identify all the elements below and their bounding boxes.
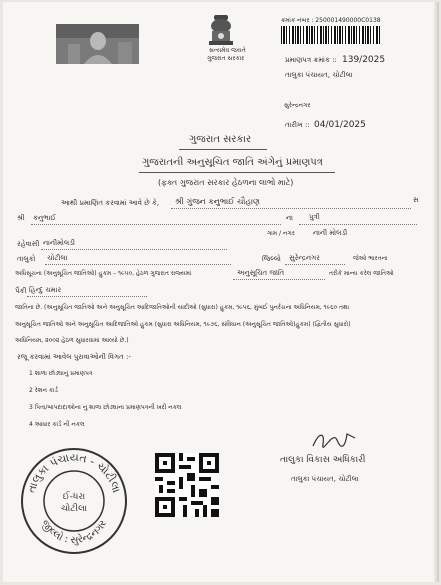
caste: હિન્દુ ચમાર	[29, 286, 62, 294]
emblem-caption-state: ગુજરાત સરકાર	[207, 55, 245, 62]
evidence-item: 4 આધાર કાર્ડ ની નકલ	[29, 421, 85, 428]
emblem-caption: સત્યમેવ જયતે	[209, 47, 246, 54]
certificate-no-label: પ્રમાણપત્ર ક્રમાંક ::	[285, 56, 337, 64]
certificate-title-underline	[139, 172, 335, 173]
relation-line	[299, 224, 417, 225]
page-edge-shadow	[433, 2, 439, 582]
notification-tail: તરીકે માન્ય કરેલ જાતિઓ	[329, 270, 394, 277]
district-line	[285, 264, 345, 265]
district-label: જિલ્લો	[262, 255, 281, 263]
certificate-page	[3, 2, 439, 582]
father-name: કનુભાઈ	[33, 214, 56, 222]
certificate-subtitle: (ફક્ત ગુજરાત સરકાર હેઠળના લાભો માટે)	[158, 178, 294, 187]
issuing-office: તાલુકા પંચાયત, ચોટીલા	[285, 71, 353, 79]
sex-mark: સ	[413, 196, 419, 204]
evidence-item: 3 પિતા/બાપદાદાઓના નું શાળા છોડ્યાના પ્રમાણપત્રની ખરી નકલ	[29, 404, 182, 411]
certify-line: આથી પ્રમાણિત કરવામાં આવે છે કે,	[61, 199, 160, 207]
legal-para-2: અનુસૂચિત જાતિઓ અને અનુસૂચિત આદિજાતિઓ હુકમ (સુધારા અધિનિયમ, ૧૯૭૬, સંવિધાન (અનુસૂચિત જાતિઓ)હુકમ) (દ્વિતીય સુધારો)	[15, 321, 351, 328]
government-title-underline	[179, 149, 267, 150]
caste-category: અનુસૂચિત જાતિ	[237, 269, 285, 277]
seal-center-1: ઈ-ધરા	[62, 492, 86, 502]
evidence-heading: રજૂ કરવામાં આવેલ પુરાવાઓની વિગત :-	[17, 353, 131, 361]
state-emblem-icon	[199, 12, 246, 64]
applicant-name-line	[171, 208, 411, 209]
caste-category-line	[233, 279, 325, 280]
seal-center-2: ચોટીલા	[60, 504, 88, 514]
district: સુરેન્દ્રનગર	[289, 254, 320, 262]
qr-code	[155, 453, 219, 517]
caste-line	[27, 296, 147, 297]
relation: પુત્રી	[309, 213, 320, 221]
issue-date: 04/01/2025	[314, 120, 366, 130]
resident-line	[41, 249, 227, 250]
signatory-office: તાલુકા પંચાયત, ચોટીલા	[291, 475, 359, 483]
taluka: ચોટીલા	[47, 254, 68, 262]
certificate-no: 139/2025	[342, 55, 386, 65]
father-name-line	[31, 224, 281, 225]
caste-label: પૈકી	[15, 287, 27, 295]
evidence-item: 1 શાળા છોડ્યાનું પ્રમાણપત્ર	[29, 370, 93, 377]
village: નાની મોલડી	[313, 229, 348, 237]
certificate-title: ગુજરાતની અનુસૂચિત જાતિ અંગેનું પ્રમાણપત્ર	[142, 157, 323, 168]
resident-label: રહેવાસી	[17, 240, 40, 248]
date-label: તારીખ ::	[285, 121, 310, 129]
taluka-label: તાલુકો	[17, 255, 36, 263]
legal-para-3: અધિનિયમ, ૨૦૦૨ હેઠળ સુધારવામાં આવ્યો છે.)	[15, 337, 129, 344]
place-label: સુરેન્દ્રનગર	[284, 102, 311, 109]
legal-para-1: જાતિના છે. (અનુસૂચિત જાતિઓ અને અનુસૂચિત આદિજાતિઓની યાદીઓ (સુધારા) હુકમ, ૧૯૫૬, મુંબઈ પુનર્રચના અધિનિયમ, ૧૯૬૦ તથા	[15, 304, 350, 311]
applicant-photo	[56, 24, 139, 64]
relation-label: ના	[286, 214, 293, 222]
taluka-line	[45, 264, 231, 265]
barcode-number: ક્રમાંક નંબર : 250001490000C0138	[281, 17, 381, 24]
applicant-name: શ્રી ગુંજન કનુભાઈ ચૌહાણ	[175, 197, 261, 206]
svg-text:તાલુકા પંચાયત - ચોટીલા	[25, 451, 123, 495]
evidence-item: 2 રેશન કાર્ડ	[29, 387, 58, 394]
signatory-designation: તાલુકા વિકાસ અધિકારી	[280, 455, 366, 465]
father-prefix: શ્રી	[17, 214, 25, 222]
svg-text:જીલ્લો : સુરેન્દ્રનગર	[39, 518, 110, 546]
office-seal	[18, 445, 130, 557]
barcode	[281, 26, 380, 44]
seal-text-bottom: જીલ્લો : સુરેન્દ્રનગર	[38, 518, 110, 547]
seal-text-top: તાલુકા પંચાયત - ચોટીલા	[24, 450, 124, 495]
state-label: જેઓ ભારતના	[353, 255, 388, 262]
notification-line: અધિસૂચના (અનુસૂચિત જાતિઓ) હુકમ – ૧૯૫૦, હેઠળ ગુજરાત રાજ્યમાં	[15, 270, 192, 277]
village-label: ગામ / નગર	[267, 230, 295, 237]
officer-signature	[311, 428, 361, 450]
resident: નાનીમોલડી	[43, 239, 75, 247]
government-title: ગુજરાત સરકાર	[189, 134, 252, 145]
